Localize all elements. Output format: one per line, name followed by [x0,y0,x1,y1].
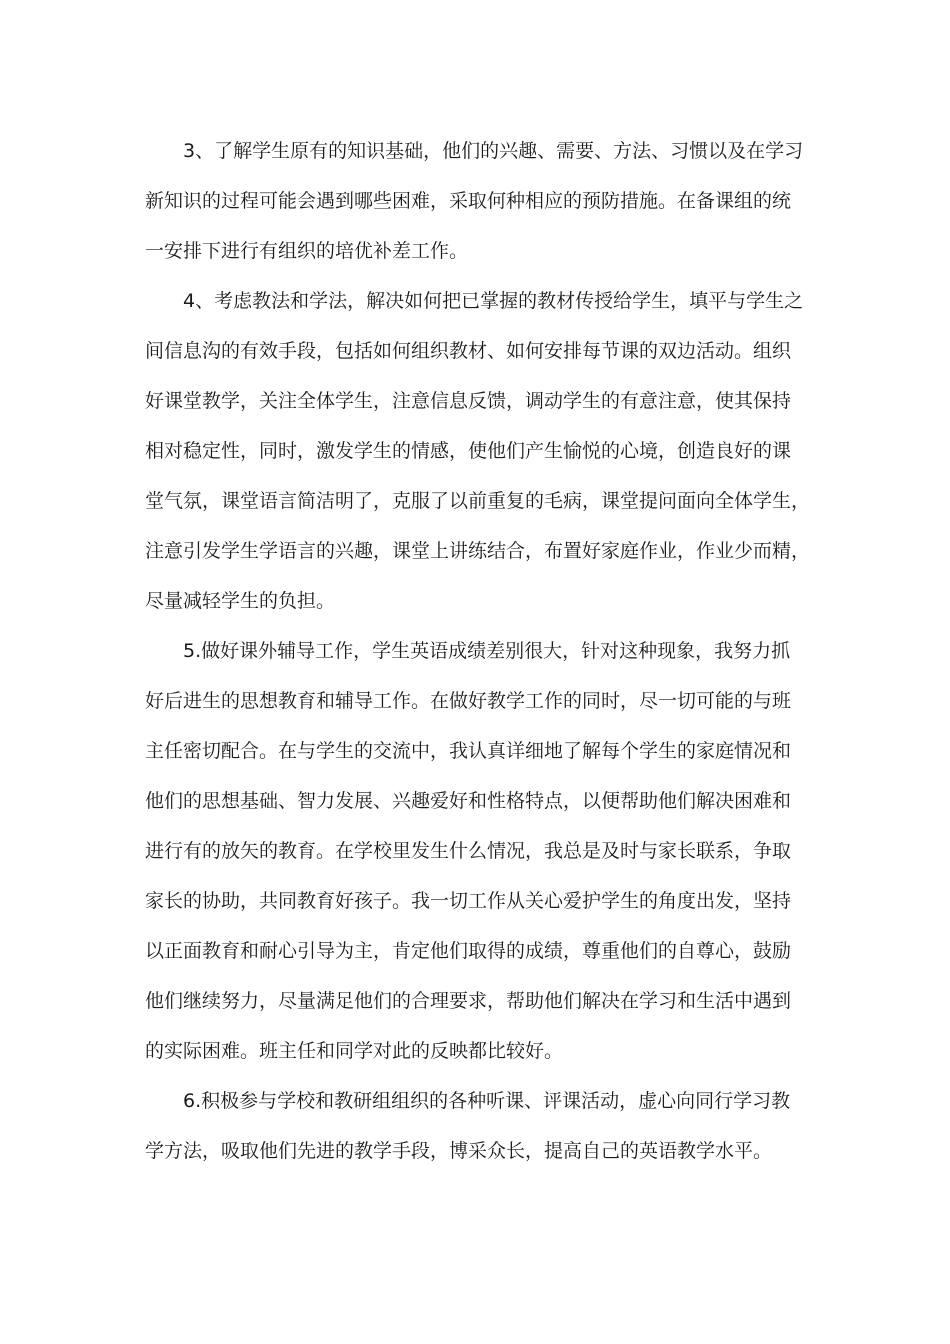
paragraph-6 [145,1076,807,1176]
paragraph-line: 相对稳定性，同时，激发学生的情感，使他们产生愉悦的心境，创造良好的课 [145,440,792,462]
paragraph-line: 好课堂教学，关注全体学生，注意信息反馈，调动学生的有意注意，使其保持 [145,390,792,412]
paragraph-line: 尽量减轻学生的负担。 [145,590,336,612]
paragraph-line: 3、了解学生原有的知识基础，他们的兴趣、需要、方法、习惯以及在学习 [183,140,804,162]
paragraph-line: 进行有的放矢的教育。在学校里发生什么情况，我总是及时与家长联系，争取 [145,840,792,862]
paragraph-line: 家长的协助，共同教育好孩子。我一切工作从关心爱护学生的角度出发，坚持 [145,890,792,912]
paragraph-line: 6.积极参与学校和教研组组织的各种听课、评课活动，虚心向同行学习教 [183,1090,791,1112]
paragraph-line: 的实际困难。班主任和同学对此的反映都比较好。 [145,1040,564,1062]
paragraph-line: 主任密切配合。在与学生的交流中，我认真详细地了解每个学生的家庭情况和 [145,740,792,762]
paragraph-line: 学方法，吸取他们先进的教学手段，博采众长，提高自己的英语教学水平。 [145,1140,773,1162]
paragraph-line: 好后进生的思想教育和辅导工作。在做好教学工作的同时，尽一切可能的与班 [145,690,792,712]
paragraph-5 [145,626,807,1076]
paragraph-line: 以正面教育和耐心引导为主，肯定他们取得的成绩，尊重他们的自尊心，鼓励 [145,940,792,962]
document-body [145,126,811,1176]
paragraph-line: 他们继续努力，尽量满足他们的合理要求，帮助他们解决在学习和生活中遇到 [145,990,792,1012]
paragraph-line: 堂气氛，课堂语言简洁明了，克服了以前重复的毛病，课堂提问面向全体学生， [145,490,811,512]
paragraph-line: 间信息沟的有效手段，包括如何组织教材、如何安排每节课的双边活动。组织 [145,340,792,362]
paragraph-line: 注意引发学生学语言的兴趣，课堂上讲练结合，布置好家庭作业，作业少而精， [145,540,811,562]
paragraph-line: 5.做好课外辅导工作，学生英语成绩差别很大，针对这种现象，我努力抓 [183,640,791,662]
paragraph-line: 4、考虑教法和学法，解决如何把已掌握的教材传授给学生，填平与学生之 [183,290,804,312]
paragraph-line: 新知识的过程可能会遇到哪些困难，采取何种相应的预防措施。在备课组的统 [145,190,792,212]
paragraph-3 [145,126,807,276]
paragraph-4 [145,276,811,626]
paragraph-line: 一安排下进行有组织的培优补差工作。 [145,240,469,262]
paragraph-line: 他们的思想基础、智力发展、兴趣爱好和性格特点，以便帮助他们解决困难和 [145,790,792,812]
